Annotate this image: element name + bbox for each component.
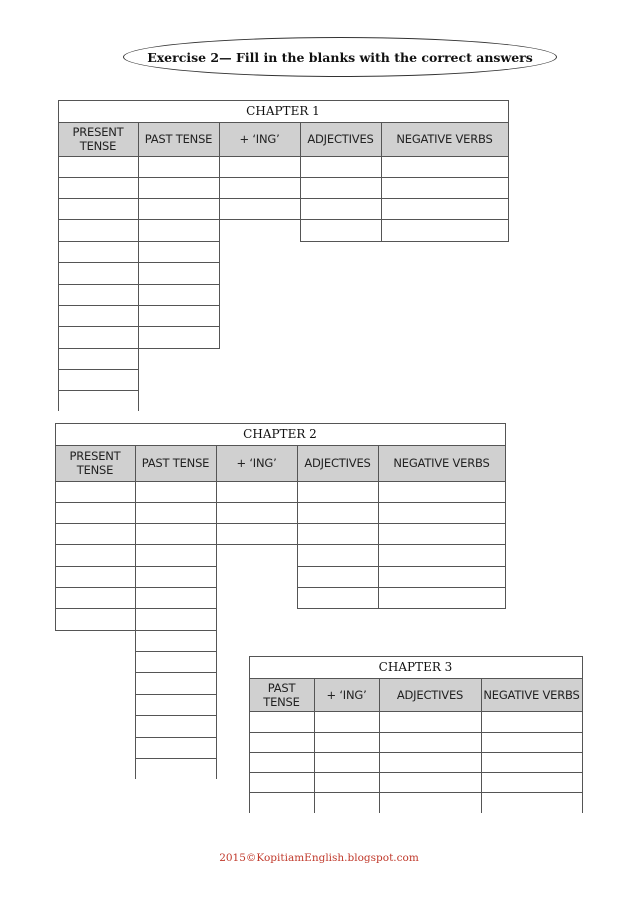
chapter-title: CHAPTER 2 [243,427,317,441]
table-left-border [58,100,59,122]
row-line [135,566,217,567]
row-line [481,752,583,753]
row-line [314,772,380,773]
column-line [379,711,380,813]
row-line [135,758,217,759]
header-column-line [582,678,583,711]
row-line [379,752,482,753]
column-header: PAST TENSE [141,456,210,470]
table-top-border [58,100,509,101]
row-line [381,241,509,242]
header-divider [58,156,509,157]
row-line [58,177,139,178]
row-line [300,198,382,199]
row-line [378,566,506,567]
row-line [58,219,139,220]
row-line [300,219,382,220]
row-line [249,772,315,773]
row-line [314,752,380,753]
row-line [55,544,136,545]
row-line [135,737,217,738]
row-line [58,262,139,263]
row-line [381,198,509,199]
column-header: ADJECTIVES [396,687,464,702]
column-header: ADJECTIVES [304,456,371,470]
table-right-border [582,656,583,678]
row-line [138,198,220,199]
column-line [481,711,482,813]
column-header: + ‘ING’ [236,456,277,470]
row-line [55,587,136,588]
row-line [58,369,139,370]
row-line [481,792,583,793]
row-line [216,502,298,503]
title-divider [249,678,583,679]
row-line [379,772,482,773]
row-line [135,608,217,609]
column-header: NEGATIVE VERBS [396,132,493,146]
row-line [135,694,217,695]
row-line [378,544,506,545]
row-line [135,587,217,588]
chapter-title: CHAPTER 3 [378,660,453,674]
header-column-line [219,122,220,156]
column-line [249,711,250,813]
row-line [138,241,220,242]
row-line [314,732,380,733]
row-line [481,732,583,733]
row-line [135,523,217,524]
header-column-line [379,678,380,711]
row-line [297,544,379,545]
row-line [381,177,509,178]
table-left-border [249,656,250,678]
row-line [216,544,298,545]
row-line [219,219,301,220]
title-divider [55,445,506,446]
row-line [135,502,217,503]
row-line [58,390,139,391]
header-column-line [378,445,379,481]
row-line [378,502,506,503]
row-line [219,177,301,178]
row-line [297,523,379,524]
table-top-border [249,656,583,657]
row-line [138,284,220,285]
row-line [58,284,139,285]
row-line [297,608,379,609]
row-line [55,566,136,567]
row-line [58,348,139,349]
column-header: NEGATIVE VERBS [393,456,490,470]
row-line [378,587,506,588]
table-right-border [505,423,506,445]
exercise-title: Exercise 2— Fill in the blanks with the correct answers [123,37,557,77]
row-line [55,523,136,524]
row-line [55,630,136,631]
column-header: + ‘ING’ [326,687,367,702]
row-line [379,732,482,733]
row-line [138,219,220,220]
row-line [135,544,217,545]
header-divider [55,481,506,482]
title-divider [58,122,509,123]
row-line [138,262,220,263]
header-column-line [381,122,382,156]
header-column-line [481,678,482,711]
column-header: ADJECTIVES [307,132,374,146]
row-line [379,792,482,793]
row-line [297,566,379,567]
row-line [219,198,301,199]
column-header: PRESENT TENSE [69,449,121,477]
row-line [138,348,220,349]
header-column-line [300,122,301,156]
row-line [58,326,139,327]
table-right-border [508,100,509,122]
column-header: + ‘ING’ [239,132,280,146]
row-line [300,177,382,178]
header-column-line [508,122,509,156]
table-left-border [55,423,56,445]
column-header: NEGATIVE VERBS [483,687,580,702]
row-line [249,792,315,793]
header-column-line [249,678,250,711]
row-line [138,177,220,178]
header-column-line [314,678,315,711]
header-column-line [297,445,298,481]
row-line [216,523,298,524]
row-line [135,630,217,631]
row-line [249,732,315,733]
header-column-line [138,122,139,156]
footer-credit: 2015©KopitiamEnglish.blogspot.com [219,852,419,864]
row-line [297,502,379,503]
header-column-line [55,445,56,481]
row-line [249,752,315,753]
row-line [58,198,139,199]
header-column-line [216,445,217,481]
row-line [138,326,220,327]
row-line [135,672,217,673]
row-line [300,241,382,242]
row-line [58,241,139,242]
column-header: PRESENT TENSE [72,125,124,153]
header-column-line [505,445,506,481]
table-top-border [55,423,506,424]
column-header: PAST TENSE [263,680,300,709]
row-line [378,608,506,609]
column-line [219,156,220,348]
row-line [135,651,217,652]
row-line [55,608,136,609]
row-line [314,792,380,793]
row-line [481,772,583,773]
column-line [314,711,315,813]
header-column-line [135,445,136,481]
row-line [135,715,217,716]
header-divider [249,711,583,712]
row-line [297,587,379,588]
row-line [55,502,136,503]
row-line [58,305,139,306]
row-line [138,305,220,306]
column-line [582,711,583,813]
chapter-title: CHAPTER 1 [246,104,320,118]
header-column-line [58,122,59,156]
column-header: PAST TENSE [144,132,213,146]
row-line [381,219,509,220]
row-line [378,523,506,524]
